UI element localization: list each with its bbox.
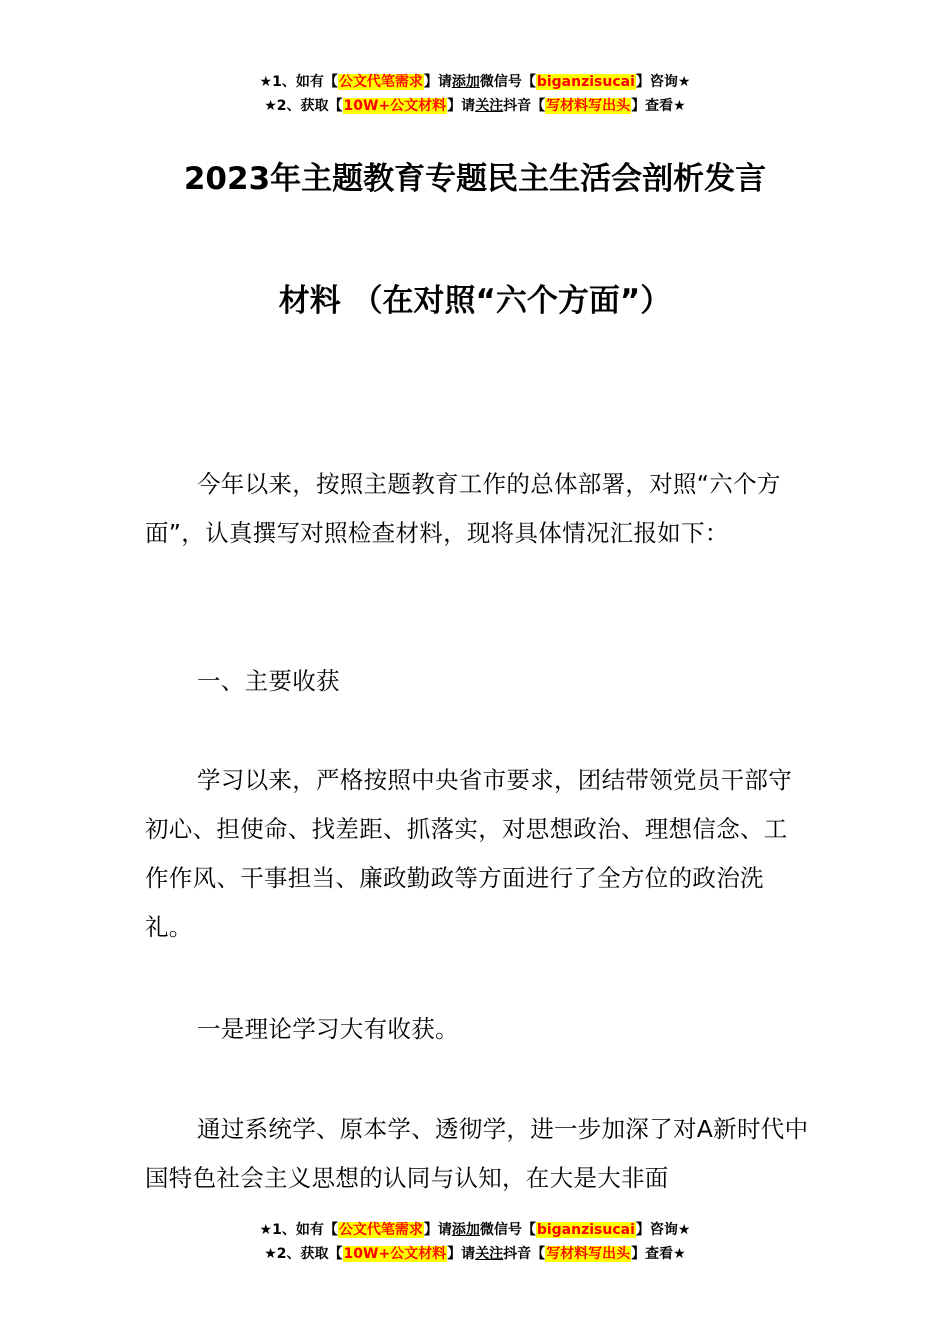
top-banner bbox=[0, 70, 950, 118]
body-paragraph: 学习以来，严格按照中央省市要求，团结带领党员干部守初心、担使命、找差距、抓落实，对思想政治、理想信念、工作作风、干事担当、廉政勤政等方面进行了全方位的政治洗礼。 bbox=[145, 766, 792, 941]
banner-text: 抖音【 bbox=[503, 98, 546, 114]
banner-text: ★2、获取【 bbox=[264, 1246, 343, 1262]
intro-paragraph: 今年以来，按照主题教育工作的总体部署，对照“六个方面”，认真撰写对照检查材料，现将具体情况汇报如下： bbox=[145, 470, 781, 547]
banner-text: ★1、如有【 bbox=[259, 1222, 338, 1238]
banner-text: 微信号【 bbox=[479, 74, 536, 90]
banner-text: 】咨询★ bbox=[635, 74, 691, 90]
banner-underline: 添加 bbox=[451, 74, 480, 90]
banner-text: 】咨询★ bbox=[635, 1222, 691, 1238]
banner-douyin-name: 写材料写出头 bbox=[546, 1246, 631, 1262]
banner-underline: 添加 bbox=[451, 1222, 480, 1238]
banner-highlight: 10W+公文材料 bbox=[343, 98, 447, 114]
banner-text: 抖音【 bbox=[503, 1246, 546, 1262]
banner-highlight: 公文代笔需求 bbox=[338, 1222, 423, 1238]
banner-line-2 bbox=[0, 94, 950, 118]
banner-douyin-name: 写材料写出头 bbox=[546, 98, 631, 114]
banner-text: 微信号【 bbox=[479, 1222, 536, 1238]
body-paragraph: 通过系统学、原本学、透彻学，进一步加深了对A新时代中国特色社会主义思想的认同与认知，在大是大非面 bbox=[145, 1115, 809, 1192]
document-title-line-1: 2023年主题教育专题民主生活会剖析发言 bbox=[183, 161, 767, 197]
banner-underline: 关注 bbox=[475, 98, 504, 114]
document-title-line-2: 材料 （在对照“六个方面”） bbox=[278, 283, 672, 319]
banner-text: 】查看★ bbox=[631, 1246, 686, 1262]
banner-highlight: 10W+公文材料 bbox=[343, 1246, 447, 1262]
banner-highlight: 公文代笔需求 bbox=[338, 74, 423, 90]
banner-wechat-id: biganzisucai bbox=[536, 1222, 635, 1238]
banner-line-1 bbox=[0, 1218, 950, 1242]
bottom-banner bbox=[0, 1218, 950, 1266]
sub-heading: 一是理论学习大有收获。 bbox=[197, 1015, 459, 1043]
banner-text: 】请 bbox=[447, 98, 476, 114]
banner-text: ★1、如有【 bbox=[259, 74, 338, 90]
banner-text: 】请 bbox=[447, 1246, 476, 1262]
section-heading: 一、主要收获 bbox=[197, 667, 340, 695]
banner-underline: 关注 bbox=[475, 1246, 504, 1262]
banner-text: 】请 bbox=[423, 74, 452, 90]
banner-wechat-id: biganzisucai bbox=[536, 74, 635, 90]
banner-text: 】查看★ bbox=[631, 98, 686, 114]
banner-line-2 bbox=[0, 1242, 950, 1266]
banner-text: ★2、获取【 bbox=[264, 98, 343, 114]
banner-line-1 bbox=[0, 70, 950, 94]
banner-text: 】请 bbox=[423, 1222, 452, 1238]
